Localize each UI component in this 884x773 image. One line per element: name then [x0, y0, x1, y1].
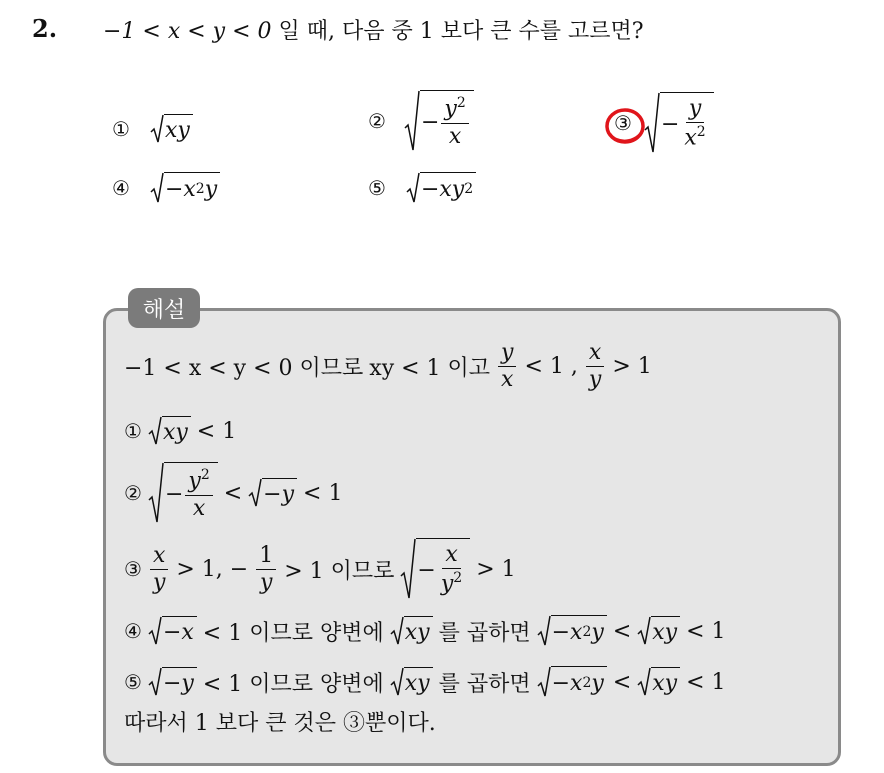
solution-line-5c: < 1 — [686, 618, 726, 644]
solution-line-6a: < 1 이므로 양변에 — [202, 671, 384, 697]
solution-line-5a: < 1 이므로 양변에 — [202, 620, 384, 646]
choice-2-label: ② — [368, 109, 386, 133]
solution-line-2: ① xy < 1 — [124, 416, 236, 446]
choice-2-expr: − $\frac{y^2}{x}$ — [404, 90, 474, 152]
solution-line-1d: > 1 — [612, 354, 652, 379]
choice-5[interactable] — [368, 172, 476, 204]
solution-line-1b: xy < 1 이고 — [369, 356, 491, 381]
choice-2[interactable] — [368, 90, 474, 152]
solution-line-6c: < 1 — [686, 669, 726, 695]
solution-line-4b: > 1 이므로 — [284, 558, 395, 584]
question-number: 2. — [32, 14, 58, 43]
choice-1[interactable] — [112, 114, 193, 144]
solution-line-4: ③ $\frac{x}{y}$ > 1, − $\frac{1}{y}$ > 1 이므로 − $\frac{x}{y^2}$ > 1 — [124, 538, 516, 600]
solution-line-1a: −1 < x < y < 0 이므로 — [124, 356, 364, 381]
frac-y-over-x: $\frac{y}{x}$ — [498, 342, 516, 391]
solution-line-3: ② − $\frac{y^2}{x}$ < − y < 1 — [124, 462, 342, 524]
solution-line-6: ⑤ − y < 1 이므로 양변에 xy 를 곱하면 − x 2 y < xy < 1 — [124, 666, 726, 698]
solution-line-1c: < 1 , — [524, 354, 578, 379]
question-text — [103, 14, 644, 45]
choice-5-expr: − xy 2 — [406, 172, 476, 204]
solution-line-4a: > 1, − — [176, 556, 249, 582]
choice-1-expr: xy — [150, 114, 193, 144]
solution-line-4c: > 1 — [476, 556, 516, 582]
solution-tag: 해설 — [128, 288, 200, 328]
solution-line-5: ④ − x < 1 이므로 양변에 xy 를 곱하면 − x 2 y < xy < 1 — [124, 615, 726, 647]
choice-1-label: ① — [112, 117, 130, 141]
solution-line-1 — [124, 342, 652, 391]
frac-x-over-y: $\frac{x}{y}$ — [586, 342, 604, 391]
solution-line-6b: 를 곱하면 — [438, 671, 531, 697]
solution-line-7: 따라서 1 보다 큰 것은 ③뿐이다. — [124, 711, 436, 736]
question-condition: −1 < x < y < 0 — [103, 19, 272, 44]
solution-line-5b: 를 곱하면 — [438, 620, 531, 646]
choice-3-expr: − $\frac{y}{x^2}$ — [644, 92, 714, 154]
choice-4-expr: − x 2 y — [150, 172, 220, 204]
choice-3[interactable] — [614, 92, 714, 154]
choice-3-label: ③ — [614, 111, 632, 135]
question-prompt: 일 때, 다음 중 1 보다 큰 수를 고르면? — [278, 19, 644, 44]
choice-4-label: ④ — [112, 176, 130, 200]
choice-4[interactable] — [112, 172, 220, 204]
choice-5-label: ⑤ — [368, 176, 386, 200]
